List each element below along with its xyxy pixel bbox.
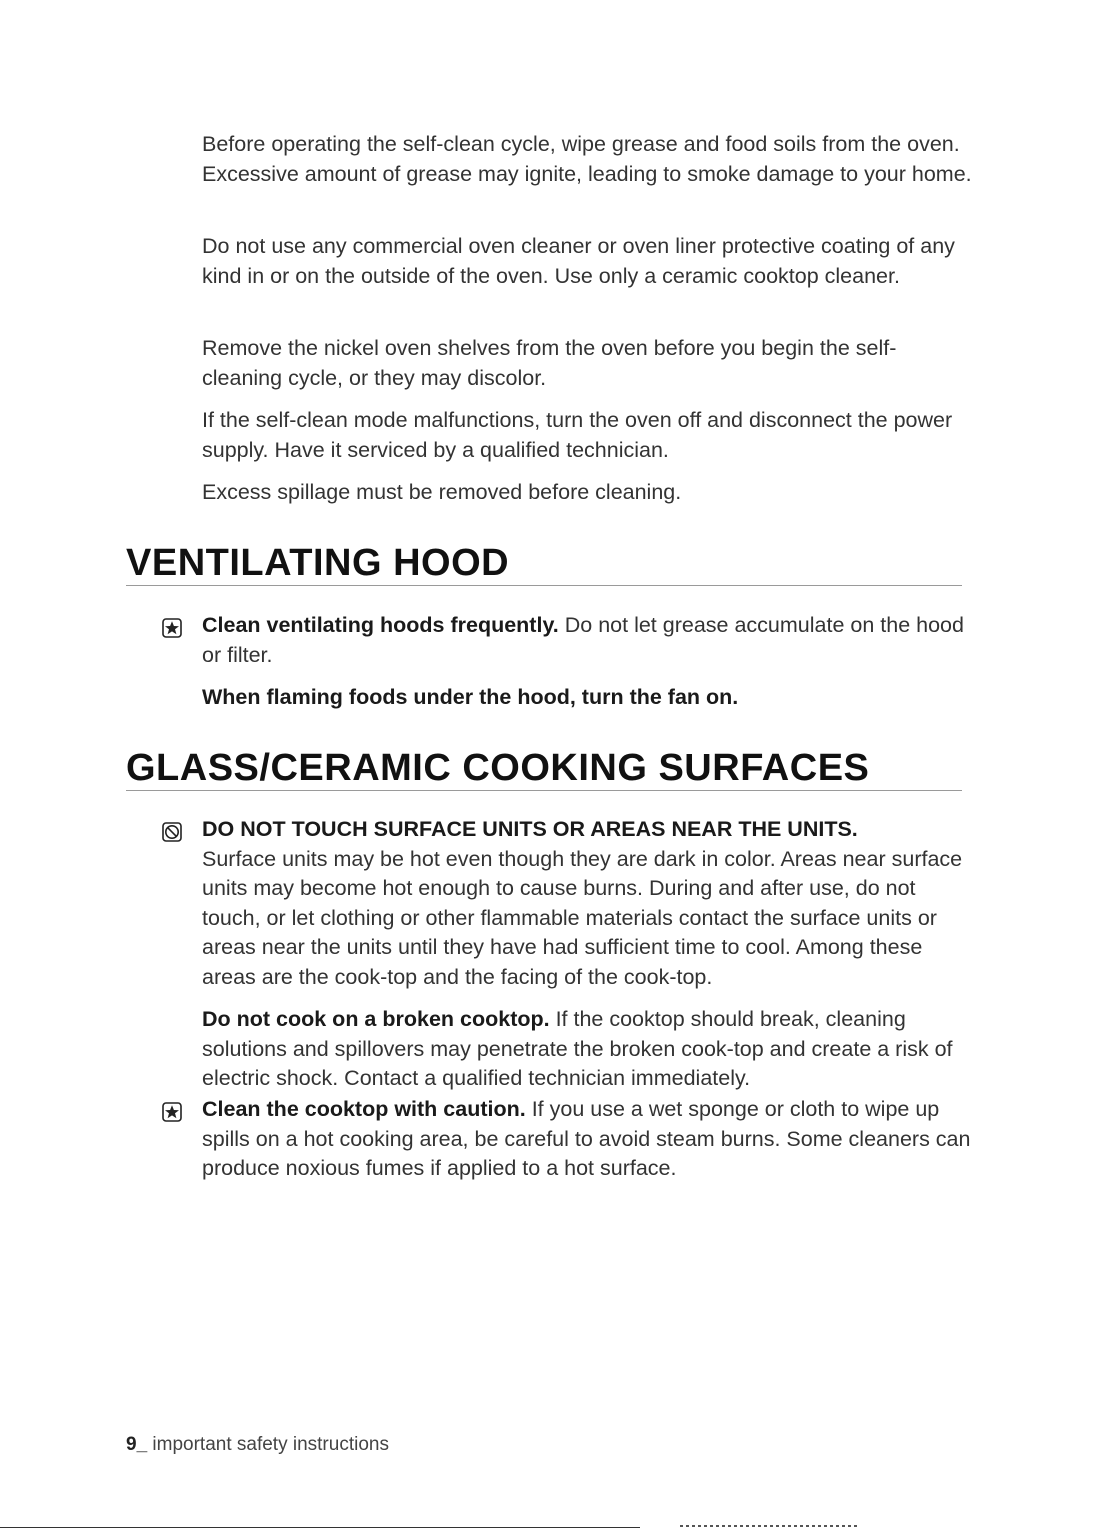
intro-paragraph-3: Remove the nickel oven shelves from the oven before you begin the self-cleaning cycle, or they may discolor. bbox=[202, 336, 897, 390]
page-footer bbox=[126, 1434, 389, 1456]
intro-paragraph-4: If the self-clean mode malfunctions, turn the oven off and disconnect the power supply. Have it serviced by a qualified technician. bbox=[202, 408, 953, 462]
glass-item-1-bold: DO NOT TOUCH SURFACE UNITS OR AREAS NEAR THE UNITS. bbox=[202, 817, 858, 841]
ventilating-item-1 bbox=[202, 611, 972, 670]
glass-item-3-bold: Clean the cooktop with caution. bbox=[202, 1097, 526, 1121]
bottom-dotted-rule bbox=[680, 1525, 860, 1527]
glass-ceramic-heading: GLASS/CERAMIC COOKING SURFACES bbox=[126, 746, 962, 791]
bottom-rule bbox=[0, 1527, 640, 1528]
intro-paragraph-5: Excess spillage must be removed before cleaning. bbox=[202, 480, 682, 504]
ventilating-hood-heading: VENTILATING HOOD bbox=[126, 541, 962, 586]
glass-item-2-bold: Do not cook on a broken cooktop. bbox=[202, 1007, 550, 1031]
star-box-icon bbox=[162, 618, 182, 638]
prohibited-icon bbox=[162, 822, 182, 842]
glass-item-2-text: If the cooktop should break, cleaning solutions and spillovers may penetrate the broken cook-top and create a risk of electric shock. Contact a qualified technician immediately. bbox=[202, 1007, 953, 1090]
ventilating-item-1-text: Do not let grease accumulate on the hood or filter. bbox=[202, 613, 964, 667]
intro-paragraph-2: Do not use any commercial oven cleaner or oven liner protective coating of any kind in or on the outside of the oven. Use only a ceramic cooktop cleaner. bbox=[202, 234, 955, 288]
footer-section-title: important safety instructions bbox=[147, 1434, 389, 1455]
glass-item-1 bbox=[202, 815, 972, 992]
star-box-icon bbox=[162, 1102, 182, 1122]
glass-item-3-text: If you use a wet sponge or cloth to wipe up spills on a hot cooking area, be careful to avoid steam burns. Some cleaners can produce noxious fumes if applied to a hot surface. bbox=[202, 1097, 971, 1180]
intro-paragraph-1: Before operating the self-clean cycle, wipe grease and food soils from the oven. Excessive amount of grease may ignite, leading to smoke damage to your home. bbox=[202, 132, 972, 186]
ventilating-item-2 bbox=[202, 683, 972, 713]
glass-item-1-text: Surface units may be hot even though they are dark in color. Areas near surface units may become hot enough to cause burns. During and after use, do not touch, or let clothing or other flammable materials contact the surface units or areas near the units until they have had sufficient time to cool. Among these areas are the cook-top and the facing of the cook-top. bbox=[202, 846, 963, 989]
page-number: 9_ bbox=[126, 1434, 148, 1455]
ventilating-item-2-bold: When flaming foods under the hood, turn the fan on. bbox=[202, 685, 739, 709]
glass-item-2 bbox=[202, 1005, 972, 1094]
glass-item-3 bbox=[202, 1095, 972, 1184]
ventilating-item-1-bold: Clean ventilating hoods frequently. bbox=[202, 613, 559, 637]
